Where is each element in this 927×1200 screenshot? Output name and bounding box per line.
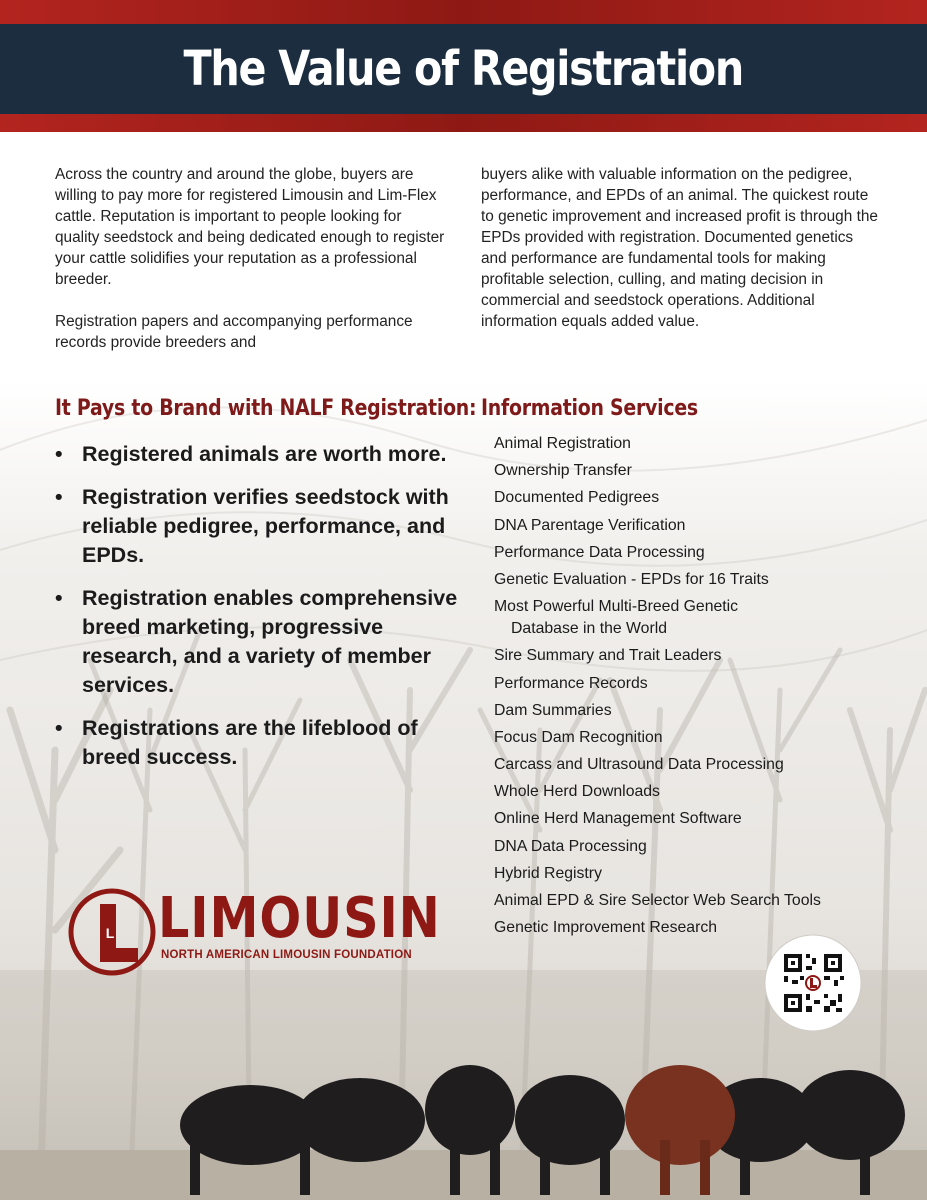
service-item — [494, 596, 874, 640]
header-title-band — [0, 24, 927, 114]
header-bottom-band — [0, 114, 927, 132]
service-item: Genetic Evaluation - EPDs for 16 Traits — [494, 570, 769, 588]
bullet-dot-icon: • — [55, 485, 63, 509]
service-item: Dam Summaries — [494, 701, 612, 719]
intro-right-column — [481, 164, 881, 332]
page-title: The Value of Registration — [183, 41, 744, 97]
logo-wordmark: LIMOUSIN — [158, 886, 441, 951]
service-item: DNA Parentage Verification — [494, 516, 686, 534]
service-item-line: Database in the World — [511, 620, 668, 638]
bullet-item — [55, 440, 460, 469]
logo-letter: L — [105, 925, 115, 941]
header-top-band — [0, 0, 927, 24]
service-item: DNA Data Processing — [494, 837, 647, 855]
bullet-dot-icon: • — [55, 442, 63, 466]
bullet-dot-icon: • — [55, 586, 63, 610]
bullet-item — [55, 714, 460, 772]
bullet-text: Registration enables comprehensive breed marketing, progressive research, and a variety of member services. — [82, 586, 458, 697]
service-item-line: Most Powerful Multi-Breed Genetic — [494, 598, 739, 616]
bullet-text: Registrations are the lifeblood of breed success. — [82, 716, 418, 769]
service-item: Ownership Transfer — [494, 462, 632, 480]
bullet-item — [55, 584, 460, 700]
intro-paragraph: buyers alike with valuable information on the pedigree, performance, and EPDs of an animal. The quickest route to genetic improvement and increased profit is through the EPDs provided with registration. Documented genetics and performance are fundamental tools for making profitable selection, culling, and mating decision in commercial and seedstock operations. Additional information equals added value. — [481, 166, 878, 330]
service-item: Animal Registration — [494, 435, 631, 452]
intro-paragraph: Registration papers and accompanying performance records provide breeders and — [55, 313, 413, 351]
brand-bullet-list — [55, 440, 460, 786]
service-item: Performance Data Processing — [494, 543, 705, 561]
limousin-logo — [66, 886, 446, 978]
service-item: Sire Summary and Trait Leaders — [494, 647, 722, 665]
logo-subtitle: NORTH AMERICAN LIMOUSIN FOUNDATION — [161, 949, 412, 961]
service-item: Carcass and Ultrasound Data Processing — [494, 756, 784, 774]
bullet-text: Registration verifies seedstock with reliable pedigree, performance, and EPDs. — [82, 485, 449, 567]
intro-paragraph: Across the country and around the globe, buyers are willing to pay more for registered Limousin and Lim-Flex cattle. Reputation is important to people looking for quality seedstock and being dedicated enough to register your cattle solidifies your reputation as a professional breeder. — [55, 166, 445, 288]
service-item: Genetic Improvement Research — [494, 919, 718, 937]
service-item: Documented Pedigrees — [494, 489, 660, 507]
service-item: Whole Herd Downloads — [494, 783, 660, 801]
bullet-item — [55, 483, 460, 570]
limousin-logo-icon — [66, 886, 158, 978]
service-item: Hybrid Registry — [494, 864, 602, 882]
service-item: Performance Records — [494, 674, 648, 692]
brand-section-heading: It Pays to Brand with NALF Registration: — [55, 396, 477, 421]
services-list — [494, 433, 874, 944]
services-section-heading: Information Services — [481, 396, 698, 421]
cattle-herd-image — [0, 1040, 927, 1200]
bullet-dot-icon: • — [55, 716, 63, 740]
qr-code-icon[interactable] — [764, 934, 862, 1032]
service-item: Animal EPD & Sire Selector Web Search Tools — [494, 892, 821, 909]
service-item: Focus Dam Recognition — [494, 728, 663, 746]
bullet-text: Registered animals are worth more. — [82, 442, 447, 466]
service-item: Online Herd Management Software — [494, 810, 742, 828]
intro-left-column — [55, 164, 450, 353]
